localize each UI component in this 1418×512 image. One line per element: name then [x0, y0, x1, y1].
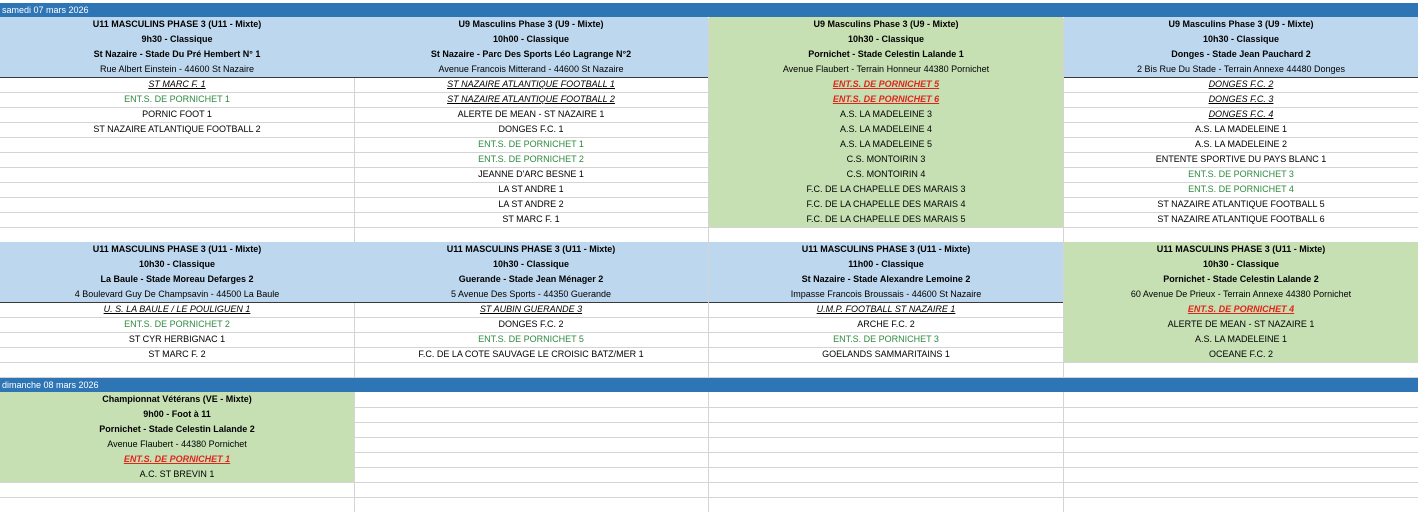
- team-list: [709, 302, 1063, 362]
- team-entry: ST NAZAIRE ATLANTIQUE FOOTBALL 5: [1157, 199, 1325, 209]
- team-entry: PORNIC FOOT 1: [142, 109, 212, 119]
- team-entry: ALERTE DE MEAN - ST NAZAIRE 1: [457, 109, 605, 119]
- team-entry: LA ST ANDRE 1: [498, 184, 564, 194]
- team-entry: F.C. DE LA CHAPELLE DES MARAIS 3: [806, 184, 966, 194]
- match-header: [0, 17, 354, 77]
- venue-name: St Nazaire - Stade Alexandre Lemoine 2: [801, 274, 971, 284]
- team-entry: ARCHE F.C. 2: [857, 319, 915, 329]
- competition-label: U11 MASCULINS PHASE 3 (U11 - Mixte): [1156, 244, 1326, 254]
- venue-address: Avenue Flaubert - 44380 Pornichet: [107, 439, 247, 449]
- team-entry: ST CYR HERBIGNAC 1: [128, 334, 226, 344]
- team-entry: A.S. LA MADELEINE 4: [839, 124, 933, 134]
- venue-name: Guerande - Stade Jean Ménager 2: [458, 274, 604, 284]
- team-entry: ST NAZAIRE ATLANTIQUE FOOTBALL 2: [447, 94, 615, 104]
- team-list: [1064, 302, 1418, 362]
- team-list: [0, 452, 354, 482]
- team-entry: DONGES F.C. 2: [498, 319, 564, 329]
- team-entry: C.S. MONTOIRIN 4: [846, 169, 926, 179]
- venue-name: Pornichet - Stade Celestin Lalande 2: [1163, 274, 1319, 284]
- team-entry: DONGES F.C. 1: [498, 124, 564, 134]
- team-entry: A.C. ST BREVIN 1: [139, 469, 215, 479]
- day-header: dimanche 08 mars 2026: [0, 378, 1418, 392]
- team-entry: DONGES F.C. 3: [1208, 94, 1274, 104]
- team-entry: ENTENTE SPORTIVE DU PAYS BLANC 1: [1155, 154, 1327, 164]
- team-entry: ALERTE DE MEAN - ST NAZAIRE 1: [1167, 319, 1315, 329]
- match-header: [709, 17, 1063, 77]
- team-entry: ST MARC F. 2: [148, 349, 206, 359]
- team-entry: ENT.S. DE PORNICHET 3: [1188, 169, 1294, 179]
- team-entry: ST NAZAIRE ATLANTIQUE FOOTBALL 1: [447, 79, 615, 89]
- match-time: 10h30 - Classique: [138, 259, 216, 269]
- team-list: [709, 77, 1063, 227]
- match-header: [354, 242, 708, 302]
- venue-address: Rue Albert Einstein - 44600 St Nazaire: [99, 64, 255, 74]
- venue-name: Donges - Stade Jean Pauchard 2: [1171, 49, 1311, 59]
- venue-address: Impasse Francois Broussais - 44600 St Nazaire: [790, 289, 982, 299]
- competition-label: U11 MASCULINS PHASE 3 (U11 - Mixte): [92, 19, 262, 29]
- team-list: [354, 302, 708, 362]
- team-entry: ENT.S. DE PORNICHET 2: [478, 154, 584, 164]
- team-list: [1064, 77, 1418, 227]
- venue-name: La Baule - Stade Moreau Defarges 2: [100, 274, 254, 284]
- venue-name: Pornichet - Stade Celestin Lalande 2: [99, 424, 255, 434]
- team-entry: ENT.S. DE PORNICHET 1: [124, 94, 230, 104]
- team-entry: JEANNE D'ARC BESNE 1: [478, 169, 584, 179]
- venue-address: 60 Avenue De Prieux - Terrain Annexe 44380 Pornichet: [1130, 289, 1352, 299]
- match-header: [0, 392, 354, 452]
- team-entry: A.S. LA MADELEINE 1: [1194, 124, 1288, 134]
- competition-label: U11 MASCULINS PHASE 3 (U11 - Mixte): [801, 244, 971, 254]
- team-entry: OCEANE F.C. 2: [1208, 349, 1273, 359]
- team-entry: F.C. DE LA COTE SAUVAGE LE CROISIC BATZ/MER 1: [418, 349, 644, 359]
- team-entry: ENT.S. DE PORNICHET 1: [123, 454, 231, 464]
- team-entry: F.C. DE LA CHAPELLE DES MARAIS 5: [806, 214, 966, 224]
- match-header: [709, 242, 1063, 302]
- team-list: [354, 77, 708, 227]
- team-entry: ENT.S. DE PORNICHET 1: [478, 139, 584, 149]
- team-entry: U. S. LA BAULE / LE POULIGUEN 1: [103, 304, 251, 314]
- competition-label: U11 MASCULINS PHASE 3 (U11 - Mixte): [92, 244, 262, 254]
- team-entry: ST NAZAIRE ATLANTIQUE FOOTBALL 2: [93, 124, 261, 134]
- team-entry: A.S. LA MADELEINE 3: [839, 109, 933, 119]
- team-list: [0, 77, 354, 137]
- team-entry: F.C. DE LA CHAPELLE DES MARAIS 4: [806, 199, 966, 209]
- team-entry: ENT.S. DE PORNICHET 4: [1188, 184, 1294, 194]
- team-entry: ENT.S. DE PORNICHET 5: [832, 79, 940, 89]
- team-entry: DONGES F.C. 2: [1208, 79, 1274, 89]
- competition-label: U9 Masculins Phase 3 (U9 - Mixte): [1168, 19, 1314, 29]
- venue-name: St Nazaire - Stade Du Pré Hembert N° 1: [93, 49, 261, 59]
- competition-label: Championnat Vétérans (VE - Mixte): [102, 394, 252, 404]
- venue-address: Avenue Francois Mitterand - 44600 St Nazaire: [438, 64, 624, 74]
- team-entry: ST NAZAIRE ATLANTIQUE FOOTBALL 6: [1157, 214, 1325, 224]
- team-entry: ENT.S. DE PORNICHET 5: [478, 334, 584, 344]
- team-entry: ST MARC F. 1: [502, 214, 560, 224]
- team-entry: ENT.S. DE PORNICHET 3: [833, 334, 939, 344]
- match-time: 10h30 - Classique: [847, 34, 925, 44]
- team-entry: U.M.P. FOOTBALL ST NAZAIRE 1: [816, 304, 956, 314]
- team-entry: A.S. LA MADELEINE 5: [839, 139, 933, 149]
- venue-address: 2 Bis Rue Du Stade - Terrain Annexe 44480 Donges: [1137, 64, 1345, 74]
- team-entry: ENT.S. DE PORNICHET 6: [832, 94, 940, 104]
- venue-name: St Nazaire - Parc Des Sports Léo Lagrange N°2: [430, 49, 632, 59]
- match-time: 9h30 - Classique: [141, 34, 213, 44]
- venue-address: 4 Boulevard Guy De Champsavin - 44500 La Baule: [74, 289, 280, 299]
- team-entry: ST MARC F. 1: [148, 79, 206, 89]
- match-header: [354, 17, 708, 77]
- match-header: [1064, 242, 1418, 302]
- match-time: 9h00 - Foot à 11: [143, 409, 211, 419]
- match-time: 10h30 - Classique: [1202, 259, 1280, 269]
- match-header: [0, 242, 354, 302]
- team-entry: A.S. LA MADELEINE 1: [1194, 334, 1288, 344]
- team-entry: A.S. LA MADELEINE 2: [1194, 139, 1288, 149]
- competition-label: U9 Masculins Phase 3 (U9 - Mixte): [458, 19, 604, 29]
- match-time: 10h30 - Classique: [492, 259, 570, 269]
- team-list: [0, 302, 354, 362]
- team-entry: C.S. MONTOIRIN 3: [846, 154, 926, 164]
- team-entry: GOELANDS SAMMARITAINS 1: [822, 349, 950, 359]
- team-entry: ENT.S. DE PORNICHET 2: [124, 319, 230, 329]
- team-entry: LA ST ANDRE 2: [498, 199, 564, 209]
- venue-address: 5 Avenue Des Sports - 44350 Guerande: [451, 289, 611, 299]
- team-entry: DONGES F.C. 4: [1208, 109, 1274, 119]
- match-header: [1064, 17, 1418, 77]
- venue-address: Avenue Flaubert - Terrain Honneur 44380 Pornichet: [782, 64, 990, 74]
- match-time: 11h00 - Classique: [848, 259, 924, 269]
- competition-label: U11 MASCULINS PHASE 3 (U11 - Mixte): [446, 244, 616, 254]
- venue-name: Pornichet - Stade Celestin Lalande 1: [808, 49, 964, 59]
- team-entry: ENT.S. DE PORNICHET 4: [1187, 304, 1295, 314]
- match-time: 10h30 - Classique: [1202, 34, 1280, 44]
- match-time: 10h00 - Classique: [492, 34, 570, 44]
- team-entry: ST AUBIN GUERANDE 3: [479, 304, 583, 314]
- competition-label: U9 Masculins Phase 3 (U9 - Mixte): [813, 19, 959, 29]
- day-header: samedi 07 mars 2026: [0, 3, 1418, 17]
